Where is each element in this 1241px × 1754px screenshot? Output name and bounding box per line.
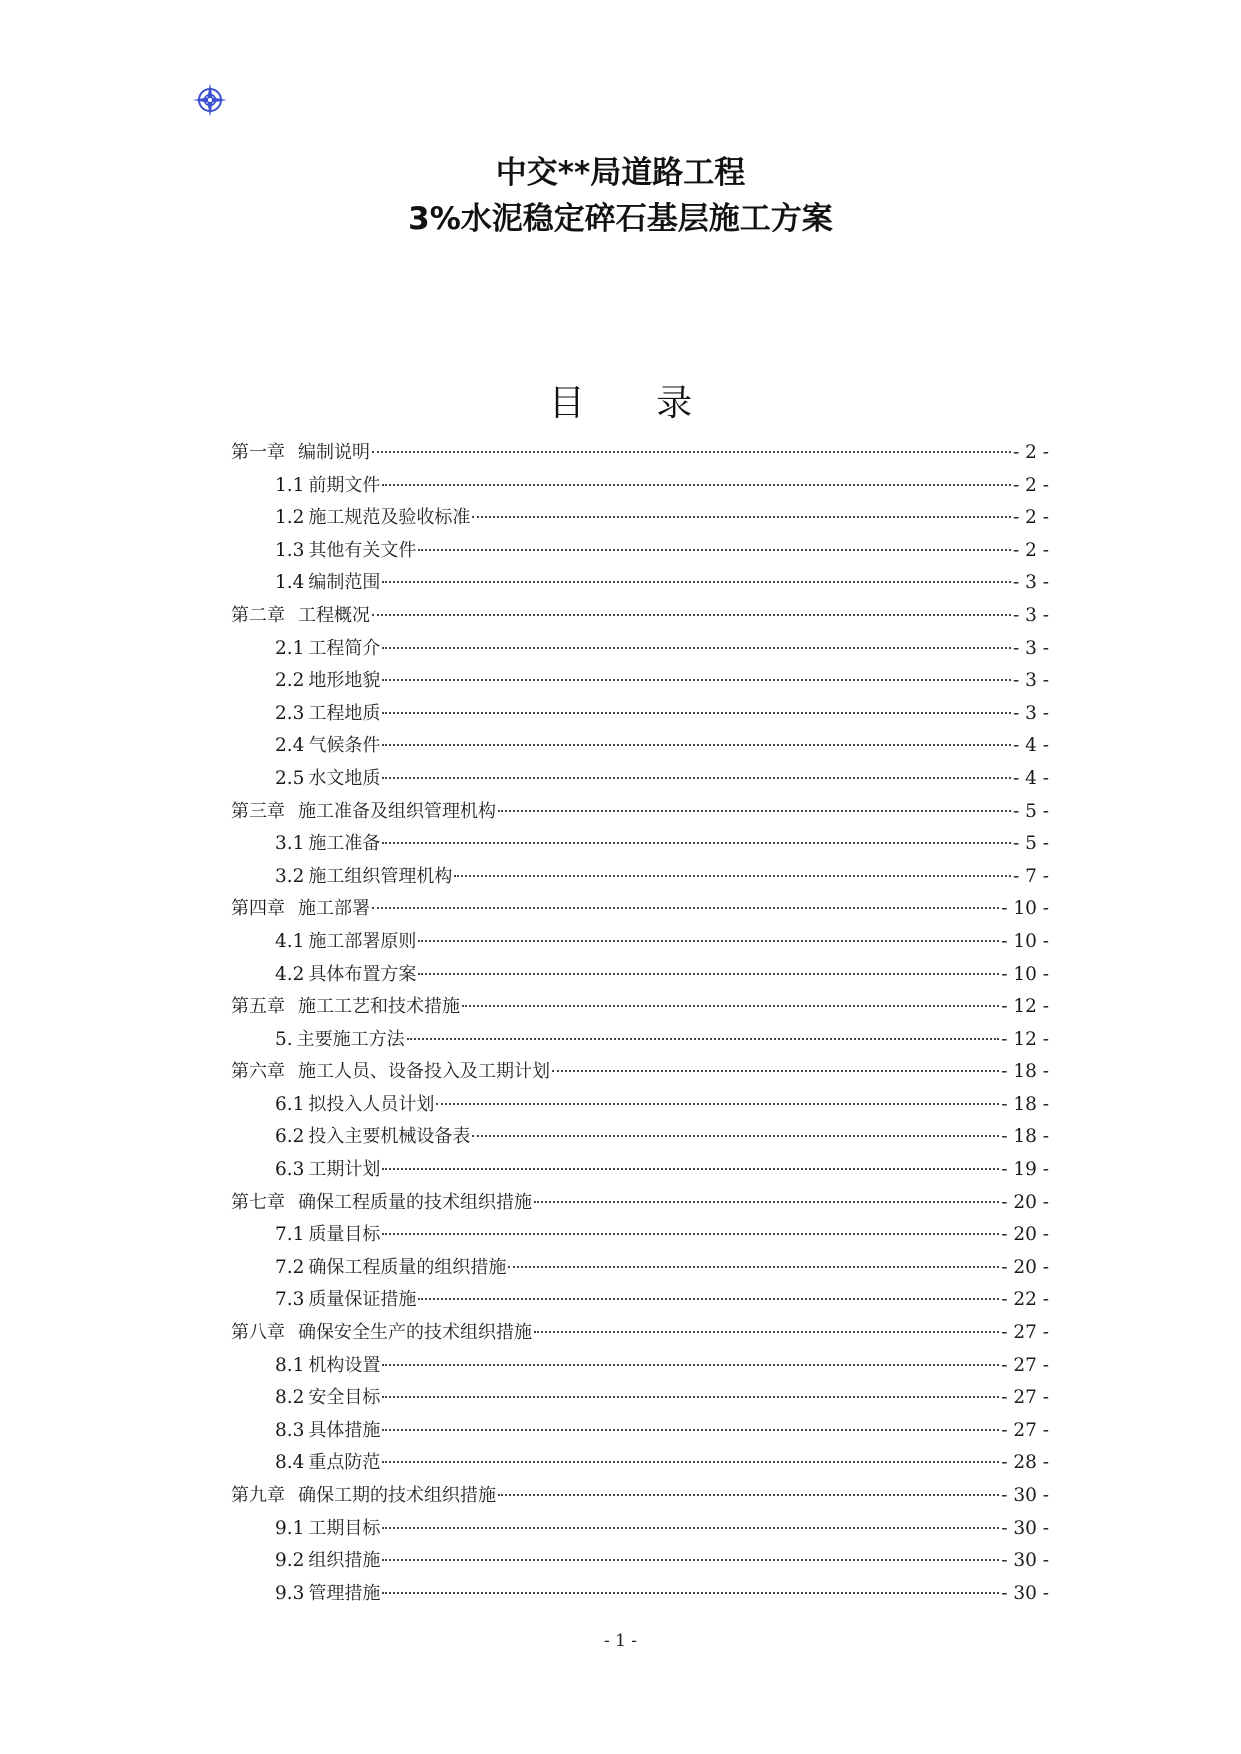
page-number: - 1 - [603, 1631, 638, 1651]
toc-dot-leader [418, 1298, 999, 1300]
toc-dot-leader [382, 647, 1011, 649]
toc-entry-number: 第七章 [231, 1191, 285, 1213]
toc-dot-leader [382, 842, 1011, 844]
toc-entry-label: 工期目标 [308, 1517, 381, 1539]
toc-entry-page: - 10 - [1001, 930, 1049, 952]
toc-entry-label: 主要施工方法 [296, 1028, 405, 1050]
toc-entry-number: 6.2 [275, 1126, 305, 1148]
toc-section-entry[interactable] [231, 1252, 1049, 1285]
toc-chapter-entry[interactable] [231, 1317, 1049, 1350]
toc-section-entry[interactable] [231, 1024, 1049, 1057]
toc-entry-label: 安全目标 [308, 1387, 381, 1409]
toc-entry-page: - 20 - [1001, 1256, 1049, 1278]
toc-entry-page: - 4 - [1012, 767, 1049, 789]
toc-entry-page: - 30 - [1001, 1485, 1049, 1506]
toc-entry-label: 施工准备 [308, 833, 381, 855]
toc-dot-leader [382, 679, 1011, 681]
toc-dot-leader [454, 875, 1011, 877]
toc-dot-leader [418, 940, 999, 942]
toc-dot-leader [382, 1429, 999, 1431]
toc-entry-page: - 27 - [1001, 1354, 1049, 1376]
toc-section-entry[interactable] [231, 1121, 1049, 1154]
toc-entry-number: 3.2 [275, 865, 305, 887]
toc-entry-number: 第六章 [231, 1061, 285, 1083]
toc-entry-label: 机构设置 [308, 1354, 381, 1376]
toc-dot-leader [534, 1331, 999, 1333]
toc-entry-label: 质量目标 [308, 1224, 381, 1246]
toc-entry-page: - 18 - [1001, 1093, 1049, 1115]
toc-dot-leader [472, 516, 1011, 518]
toc-section-entry[interactable] [231, 763, 1049, 796]
toc-section-entry[interactable] [231, 698, 1049, 731]
toc-entry-page: - 3 - [1012, 572, 1049, 594]
toc-dot-leader [472, 1135, 999, 1137]
toc-entry-number: 第八章 [231, 1322, 285, 1344]
table-of-contents [231, 437, 1049, 1610]
toc-entry-number: 2.1 [275, 637, 305, 659]
toc-entry-label: 拟投入人员计划 [308, 1093, 435, 1115]
toc-dot-leader [462, 1005, 999, 1007]
toc-dot-leader [382, 1364, 999, 1366]
toc-chapter-entry[interactable] [231, 437, 1049, 470]
toc-section-entry[interactable] [231, 535, 1049, 568]
toc-section-entry[interactable] [231, 633, 1049, 666]
title-line-2: 3%水泥稳定碎石基层施工方案 [408, 201, 833, 237]
toc-entry-label: 组织措施 [308, 1550, 381, 1572]
toc-section-entry[interactable] [231, 1382, 1049, 1415]
toc-dot-leader [382, 1396, 999, 1398]
toc-entry-label: 施工部署 [298, 898, 370, 920]
toc-chapter-entry[interactable] [231, 1187, 1049, 1220]
toc-section-entry[interactable] [231, 730, 1049, 763]
toc-entry-number: 第一章 [231, 442, 285, 463]
toc-chapter-entry[interactable] [231, 600, 1049, 633]
toc-section-entry[interactable] [231, 1284, 1049, 1317]
toc-entry-page: - 30 - [1001, 1582, 1049, 1604]
toc-entry-number: 第四章 [231, 898, 285, 920]
toc-section-entry[interactable] [231, 828, 1049, 861]
toc-section-entry[interactable] [231, 1415, 1049, 1448]
toc-entry-page: - 19 - [1001, 1159, 1049, 1181]
toc-entry-page: - 3 - [1012, 637, 1049, 659]
toc-entry-label: 确保工期的技术组织措施 [298, 1485, 496, 1506]
toc-entry-number: 第三章 [231, 800, 285, 822]
toc-dot-leader [418, 549, 1011, 551]
toc-entry-number: 8.3 [275, 1419, 305, 1441]
toc-entry-label: 投入主要机械设备表 [308, 1126, 471, 1148]
toc-entry-label: 施工人员、设备投入及工期计划 [298, 1061, 550, 1083]
toc-entry-label: 编制说明 [298, 442, 370, 463]
toc-entry-number: 2.4 [275, 735, 305, 757]
toc-entry-page: - 27 - [1001, 1322, 1049, 1344]
toc-entry-label: 地形地貌 [308, 670, 381, 692]
toc-entry-label: 具体措施 [308, 1419, 381, 1441]
toc-section-entry[interactable] [231, 470, 1049, 503]
toc-dot-leader [382, 484, 1011, 486]
toc-entry-number: 7.2 [275, 1256, 305, 1278]
toc-entry-label: 施工部署原则 [308, 930, 417, 952]
toc-dot-leader [372, 907, 999, 909]
toc-chapter-entry[interactable] [231, 796, 1049, 829]
toc-dot-leader [498, 810, 1011, 812]
title-line-1: 中交**局道路工程 [495, 155, 746, 191]
toc-entry-page: - 2 - [1012, 507, 1049, 529]
toc-dot-leader [534, 1201, 999, 1203]
toc-dot-leader [382, 1461, 999, 1463]
toc-entry-page: - 7 - [1012, 865, 1049, 887]
toc-section-entry[interactable] [231, 861, 1049, 894]
toc-chapter-entry[interactable] [231, 1480, 1049, 1513]
toc-dot-leader [372, 451, 1011, 453]
toc-entry-number: 9.1 [275, 1517, 305, 1539]
toc-section-entry[interactable] [231, 502, 1049, 535]
toc-entry-page: - 12 - [1001, 1028, 1049, 1050]
toc-entry-label: 水文地质 [308, 767, 381, 789]
toc-chapter-entry[interactable] [231, 991, 1049, 1024]
toc-entry-page: - 27 - [1001, 1387, 1049, 1409]
toc-dot-leader [552, 1070, 999, 1072]
toc-dot-leader [382, 1168, 999, 1170]
toc-dot-leader [382, 777, 1011, 779]
toc-chapter-entry[interactable] [231, 893, 1049, 926]
toc-entry-number: 7.1 [275, 1224, 305, 1246]
toc-section-entry[interactable] [231, 567, 1049, 600]
toc-entry-number: 4.2 [275, 963, 305, 985]
toc-entry-label: 具体布置方案 [308, 963, 417, 985]
toc-entry-page: - 10 - [1001, 963, 1049, 985]
toc-section-entry[interactable] [231, 1513, 1049, 1546]
toc-entry-number: 3.1 [275, 833, 305, 855]
toc-entry-page: - 20 - [1001, 1191, 1049, 1213]
toc-dot-leader [382, 581, 1011, 583]
toc-entry-label: 施工规范及验收标准 [308, 507, 471, 529]
toc-section-entry[interactable] [231, 1578, 1049, 1611]
toc-entry-page: - 3 - [1012, 702, 1049, 724]
toc-entry-label: 质量保证措施 [308, 1289, 417, 1311]
toc-section-entry[interactable] [231, 1219, 1049, 1252]
toc-section-entry[interactable] [231, 1350, 1049, 1383]
toc-entry-page: - 2 - [1012, 442, 1049, 463]
toc-entry-label: 工程简介 [308, 637, 381, 659]
toc-dot-leader [436, 1103, 999, 1105]
toc-entry-number: 8.4 [275, 1452, 305, 1474]
toc-entry-label: 施工准备及组织管理机构 [298, 800, 496, 822]
toc-heading: 目 录 [548, 383, 723, 424]
toc-entry-label: 其他有关文件 [308, 539, 417, 561]
toc-section-entry[interactable] [231, 959, 1049, 992]
toc-entry-number: 2.3 [275, 702, 305, 724]
toc-entry-label: 工期计划 [308, 1159, 381, 1181]
toc-entry-page: - 4 - [1012, 735, 1049, 757]
toc-dot-leader [372, 614, 1011, 616]
toc-entry-label: 气候条件 [308, 735, 381, 757]
toc-section-entry[interactable] [231, 1089, 1049, 1122]
toc-dot-leader [382, 712, 1011, 714]
toc-entry-label: 确保工程质量的组织措施 [308, 1256, 507, 1278]
toc-section-entry[interactable] [231, 1154, 1049, 1187]
toc-entry-number: 1.2 [275, 507, 305, 529]
toc-entry-page: - 20 - [1001, 1224, 1049, 1246]
toc-entry-label: 重点防范 [308, 1452, 381, 1474]
toc-entry-page: - 18 - [1001, 1126, 1049, 1148]
toc-entry-number: 9.3 [275, 1582, 305, 1604]
toc-entry-page: - 28 - [1001, 1452, 1049, 1474]
toc-entry-number: 6.3 [275, 1159, 305, 1181]
toc-dot-leader [407, 1038, 1000, 1040]
toc-entry-label: 工程地质 [308, 702, 381, 724]
toc-dot-leader [382, 744, 1011, 746]
toc-entry-number: 第二章 [231, 604, 285, 626]
toc-entry-page: - 30 - [1001, 1517, 1049, 1539]
toc-entry-page: - 3 - [1012, 670, 1049, 692]
toc-chapter-entry[interactable] [231, 1056, 1049, 1089]
toc-entry-number: 7.3 [275, 1289, 305, 1311]
toc-entry-page: - 2 - [1012, 539, 1049, 561]
toc-entry-label: 施工组织管理机构 [308, 865, 453, 887]
toc-entry-number: 8.1 [275, 1354, 305, 1376]
toc-entry-page: - 5 - [1012, 800, 1049, 822]
compass-star-logo-icon [193, 83, 227, 117]
toc-entry-number: 1.4 [275, 572, 305, 594]
toc-dot-leader [382, 1592, 999, 1594]
toc-entry-number: 1.1 [275, 474, 305, 496]
toc-entry-page: - 5 - [1012, 833, 1049, 855]
toc-dot-leader [382, 1527, 999, 1529]
toc-section-entry[interactable] [231, 1545, 1049, 1578]
toc-entry-label: 确保工程质量的技术组织措施 [298, 1191, 532, 1213]
toc-entry-number: 第九章 [231, 1485, 285, 1506]
toc-dot-leader [508, 1266, 999, 1268]
toc-entry-number: 2.2 [275, 670, 305, 692]
toc-entry-number: 8.2 [275, 1387, 305, 1409]
toc-dot-leader [418, 973, 999, 975]
toc-section-entry[interactable] [231, 926, 1049, 959]
toc-entry-number: 1.3 [275, 539, 305, 561]
toc-entry-label: 编制范围 [308, 572, 381, 594]
toc-entry-label: 管理措施 [308, 1582, 381, 1604]
toc-section-entry[interactable] [231, 1447, 1049, 1480]
toc-entry-page: - 12 - [1001, 996, 1049, 1018]
toc-entry-page: - 2 - [1012, 474, 1049, 496]
toc-entry-label: 施工工艺和技术措施 [298, 996, 460, 1018]
toc-entry-page: - 10 - [1001, 898, 1049, 920]
toc-entry-number: 第五章 [231, 996, 285, 1018]
toc-entry-label: 工程概况 [298, 604, 370, 626]
toc-dot-leader [382, 1559, 999, 1561]
toc-entry-page: - 3 - [1012, 604, 1049, 626]
toc-entry-label: 确保安全生产的技术组织措施 [298, 1322, 532, 1344]
toc-entry-number: 2.5 [275, 767, 305, 789]
toc-entry-number: 6.1 [275, 1093, 305, 1115]
toc-entry-page: - 18 - [1001, 1061, 1049, 1083]
toc-entry-page: - 27 - [1001, 1419, 1049, 1441]
toc-entry-page: - 30 - [1001, 1550, 1049, 1572]
document-title [0, 150, 1241, 242]
toc-entry-number: 5. [275, 1028, 293, 1050]
toc-entry-page: - 22 - [1001, 1289, 1049, 1311]
toc-entry-number: 4.1 [275, 930, 305, 952]
toc-dot-leader [382, 1233, 999, 1235]
toc-section-entry[interactable] [231, 665, 1049, 698]
toc-dot-leader [498, 1494, 999, 1496]
toc-entry-number: 9.2 [275, 1550, 305, 1572]
toc-entry-label: 前期文件 [308, 474, 381, 496]
